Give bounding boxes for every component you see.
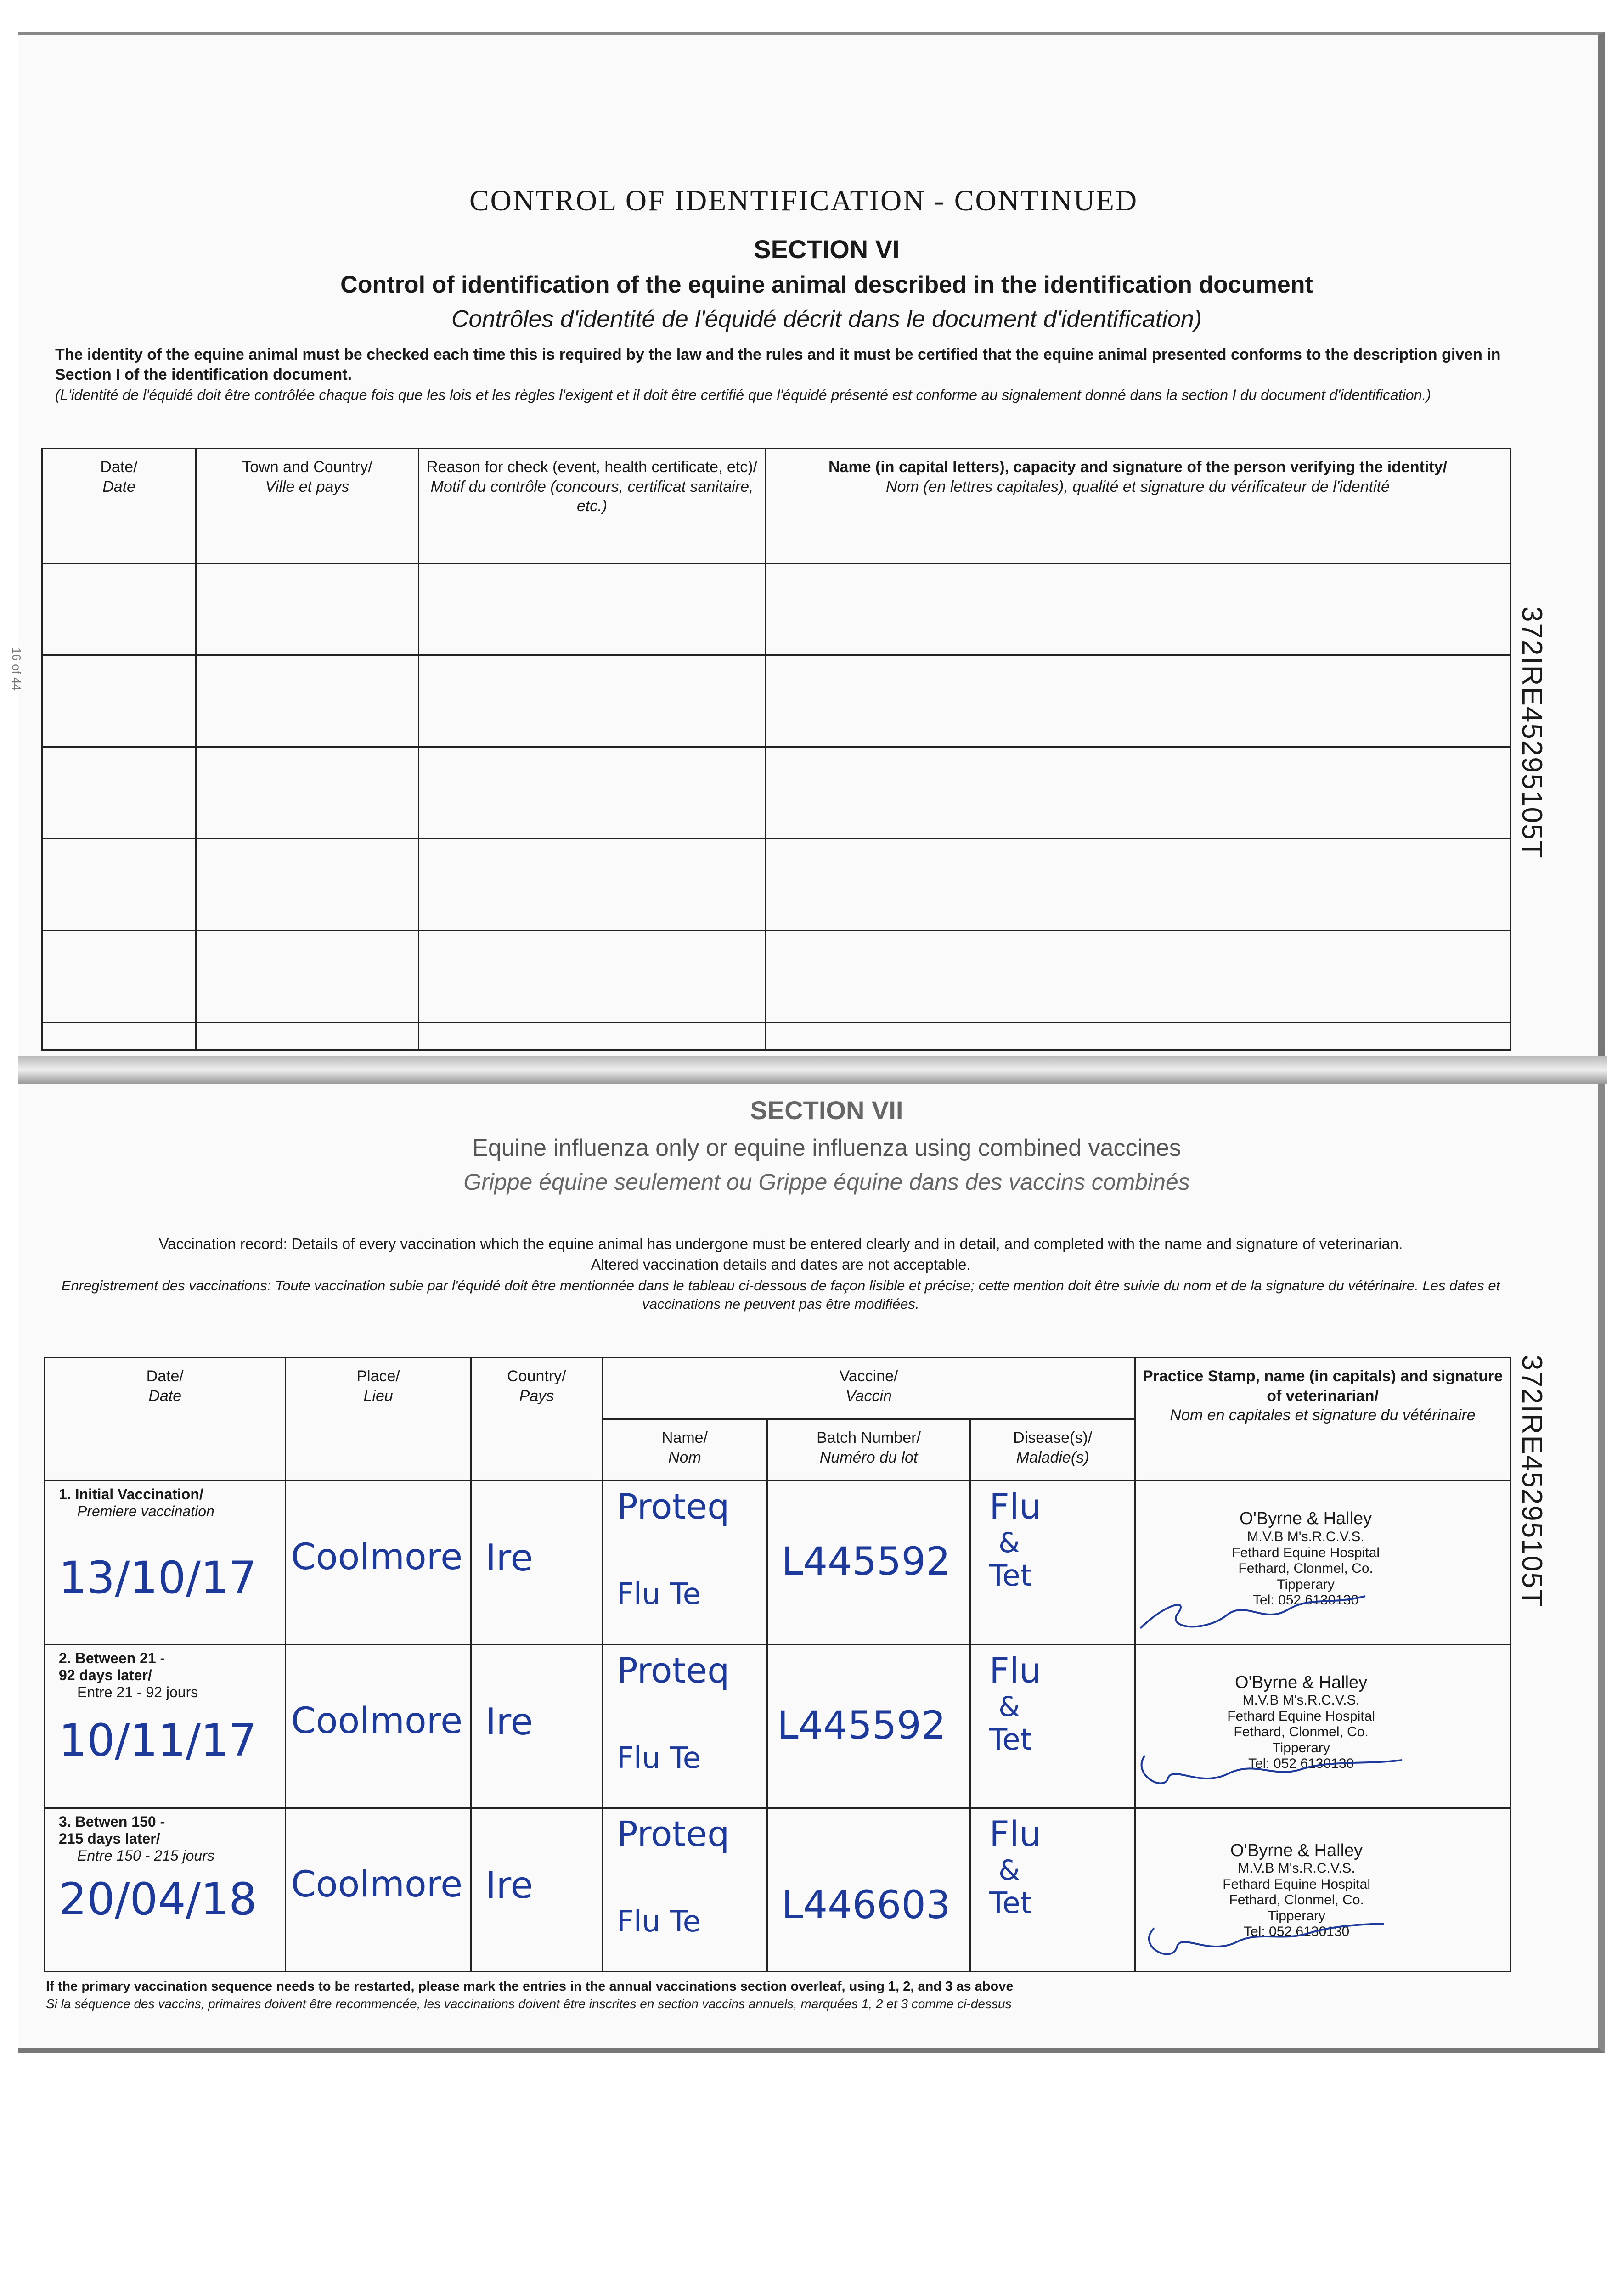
section-vii-title-fr: Grippe équine seulement ou Grippe équine dans des vaccins combinés [463, 1169, 1190, 1195]
col-batch: Batch Number/ Numéro du lot [767, 1419, 970, 1481]
place-cell: Coolmore [286, 1808, 471, 1971]
section-vi-intro: The identity of the equine animal must be checked each time this is required by the law and the rules and it must be certified that the equine animal presented conforms to the description given in Section I of the identification document. [55, 346, 1501, 384]
vaccination-row [45, 1481, 1510, 1644]
side-code-lower: 372IRE45295105T [1516, 1355, 1548, 1608]
table-row [42, 931, 1510, 1023]
practice-stamp: O'Byrne & Halley M.V.B M's.R.C.V.S. Fethard Equine Hospital Fethard, Clonmel, Co. Tipperary Tel: 052 6130130 [1227, 1672, 1375, 1772]
section-vi-title-fr: Contrôles d'identité de l'équidé décrit dans le document d'identification) [451, 306, 1202, 332]
practice-stamp: O'Byrne & Halley M.V.B M's.R.C.V.S. Fethard Equine Hospital Fethard, Clonmel, Co. Tipperary Tel: 052 6130130 [1223, 1840, 1371, 1940]
vaccination-date: 10/11/17 [59, 1714, 257, 1766]
col-reason: Reason for check (event, health certificate, etc)/ Motif du contrôle (concours, certificat sanitaire, etc.) [419, 449, 766, 563]
table-row [42, 839, 1510, 931]
vaccination-intro-2: Altered vaccination details and dates are not acceptable. [591, 1256, 971, 1273]
col-stamp: Practice Stamp, name (in capitals) and signature of veterinarian/ Nom en capitales et signature du vétérinaire [1135, 1358, 1510, 1481]
col-verifier: Name (in capital letters), capacity and signature of the person verifying the identity/ Nom (en lettres capitales), qualité et signature du vérificateur de l'identité [766, 449, 1510, 563]
vet-signature [1136, 1587, 1393, 1642]
batch-cell: L445592 [767, 1644, 970, 1808]
vaccine-name-cell: Proteq Flu Te [602, 1644, 767, 1808]
practice-stamp: O'Byrne & Halley M.V.B M's.R.C.V.S. Fethard Equine Hospital Fethard, Clonmel, Co. Tipperary Tel: 052 6130130 [1232, 1509, 1380, 1608]
vet-signature [1136, 1914, 1393, 1970]
section-vi-label: SECTION VI [754, 235, 900, 264]
table-row [42, 747, 1510, 839]
col-disease: Disease(s)/ Maladie(s) [970, 1419, 1135, 1481]
section-vi-intro-fr: (L'identité de l'équidé doit être contrôlée chaque fois que les lois et les règles l'exigent et il doit être certifié que l'équidé présenté est conforme au signalement donné dans la section I du document d'identification.) [55, 387, 1431, 403]
vaccination-row [45, 1808, 1510, 1971]
disease-cell: Flu & Tet [970, 1808, 1135, 1971]
batch-cell: L445592 [767, 1481, 970, 1644]
batch-cell: L446603 [767, 1808, 970, 1971]
vaccination-date: 20/04/18 [59, 1873, 257, 1925]
stamp-cell [1135, 1644, 1510, 1808]
country-cell: Ire [471, 1644, 602, 1808]
vaccination-row [45, 1644, 1510, 1808]
footnote-fr: Si la séquence des vaccins, primaires doivent être recommencée, les vaccinations doivent être inscrites en section vaccins annuels, marquées 1, 2 et 3 comme ci-dessus [46, 1997, 1012, 2011]
footnote: If the primary vaccination sequence needs to be restarted, please mark the entries in the annual vaccinations section overleaf, using 1, 2, and 3 as above [46, 1979, 1014, 1994]
vaccination-date: 13/10/17 [59, 1552, 257, 1604]
col-place: Place/ Lieu [286, 1358, 471, 1481]
page-fold [18, 1056, 1607, 1084]
col-town-country: Town and Country/ Ville et pays [196, 449, 419, 563]
vaccination-intro-fr: Enregistrement des vaccinations: Toute vaccination subie par l'équidé doit être mentionnée dans le tableau ci-dessous de façon lisible et précise; cette mention doit être suivie du nom et de la signature du vétérinaire. Les dates et vaccinations ne peuvent pas être modifiées. [61, 1277, 1500, 1312]
vaccine-name-cell: Proteq Flu Te [602, 1808, 767, 1971]
identity-check-table [41, 448, 1511, 1051]
page-ref: 16 of 44 [10, 647, 23, 691]
vaccination-intro: Vaccination record: Details of every vaccination which the equine animal has undergone must be entered clearly and in detail, and completed with the name and signature of veterinarian. [158, 1235, 1403, 1252]
country-cell: Ire [471, 1808, 602, 1971]
side-code-upper: 372IRE45295105T [1516, 606, 1548, 859]
table-row [42, 655, 1510, 747]
section-heading: CONTROL OF IDENTIFICATION - CONTINUED [469, 184, 1138, 217]
disease-cell: Flu & Tet [970, 1481, 1135, 1644]
section-vii-label: SECTION VII [750, 1096, 903, 1125]
col-country: Country/ Pays [471, 1358, 602, 1481]
date-cell: 2. Between 21 - 92 days later/ Entre 21 - 92 jours 10/11/17 [45, 1644, 286, 1808]
vaccination-table [44, 1357, 1511, 1972]
col-date: Date/ Date [42, 449, 196, 563]
date-cell: 1. Initial Vaccination/ Premiere vaccination 13/10/17 [45, 1481, 286, 1644]
date-cell: 3. Betwen 150 - 215 days later/ Entre 150 - 215 jours 20/04/18 [45, 1808, 286, 1971]
stamp-cell [1135, 1808, 1510, 1971]
stamp-cell [1135, 1481, 1510, 1644]
section-vii-title: Equine influenza only or equine influenza using combined vaccines [472, 1135, 1181, 1161]
disease-cell: Flu & Tet [970, 1644, 1135, 1808]
place-cell: Coolmore [286, 1481, 471, 1644]
col-vaccine-name: Name/ Nom [602, 1419, 767, 1481]
col-vaccine: Vaccine/ Vaccin [602, 1358, 1135, 1419]
vaccine-name-cell: Proteq Flu Te [602, 1481, 767, 1644]
country-cell: Ire [471, 1481, 602, 1644]
section-vi-title: Control of identification of the equine animal described in the identification document [340, 271, 1313, 298]
place-cell: Coolmore [286, 1644, 471, 1808]
table-row [42, 1023, 1510, 1050]
vet-signature [1136, 1746, 1411, 1801]
table-row [42, 563, 1510, 655]
col-date: Date/ Date [45, 1358, 286, 1481]
